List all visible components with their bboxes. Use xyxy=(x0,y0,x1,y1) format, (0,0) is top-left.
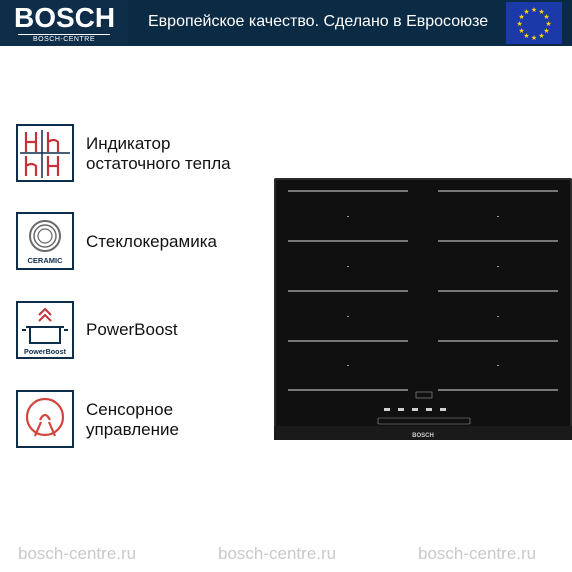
touch-control-label-line2: управление xyxy=(86,420,179,439)
watermark-left: bosch-centre.ru xyxy=(18,544,137,563)
residual-heat-label-line1: Индикатор xyxy=(86,134,171,153)
svg-text:★: ★ xyxy=(516,20,523,28)
touch-control-label-line1: Сенсорное xyxy=(86,400,174,419)
brand-subtitle: BOSCH-CENTRE xyxy=(18,34,110,44)
watermark-center: bosch-centre.ru xyxy=(218,544,337,563)
svg-text:★: ★ xyxy=(518,13,525,21)
hob-brand-label: BOSCH xyxy=(412,433,434,439)
svg-text:★: ★ xyxy=(543,13,550,21)
ceramic-icon xyxy=(16,212,74,270)
top-banner xyxy=(0,0,572,46)
touch-control-icon xyxy=(16,390,74,448)
svg-text:★: ★ xyxy=(538,32,545,40)
slogan-text: Европейское качество. Сделано в Евросоюзе xyxy=(148,13,489,30)
brand-name: BOSCH xyxy=(14,2,116,33)
ceramic-icon-text: CERAMIC xyxy=(27,256,63,265)
svg-text:★: ★ xyxy=(523,32,530,40)
svg-text:★: ★ xyxy=(538,8,545,16)
eu-flag-icon xyxy=(506,2,562,44)
svg-text:★: ★ xyxy=(530,6,538,14)
svg-text:★: ★ xyxy=(523,8,530,16)
svg-text:★: ★ xyxy=(543,27,550,35)
svg-text:★: ★ xyxy=(545,20,552,28)
powerboost-icon-text: PowerBoost xyxy=(24,347,66,356)
powerboost-label: PowerBoost xyxy=(86,320,178,339)
residual-heat-label-line2: остаточного тепла xyxy=(86,154,231,173)
residual-heat-label xyxy=(86,134,231,174)
ceramic-label: Стеклокерамика xyxy=(86,232,217,251)
svg-text:★: ★ xyxy=(530,34,538,42)
induction-hob-image xyxy=(274,178,572,440)
powerboost-icon xyxy=(16,301,74,359)
touch-control-label xyxy=(86,400,179,440)
bosch-logo[interactable] xyxy=(0,0,128,46)
svg-text:★: ★ xyxy=(518,27,525,35)
residual-heat-icon xyxy=(16,124,74,182)
watermark-right: bosch-centre.ru xyxy=(418,544,537,563)
